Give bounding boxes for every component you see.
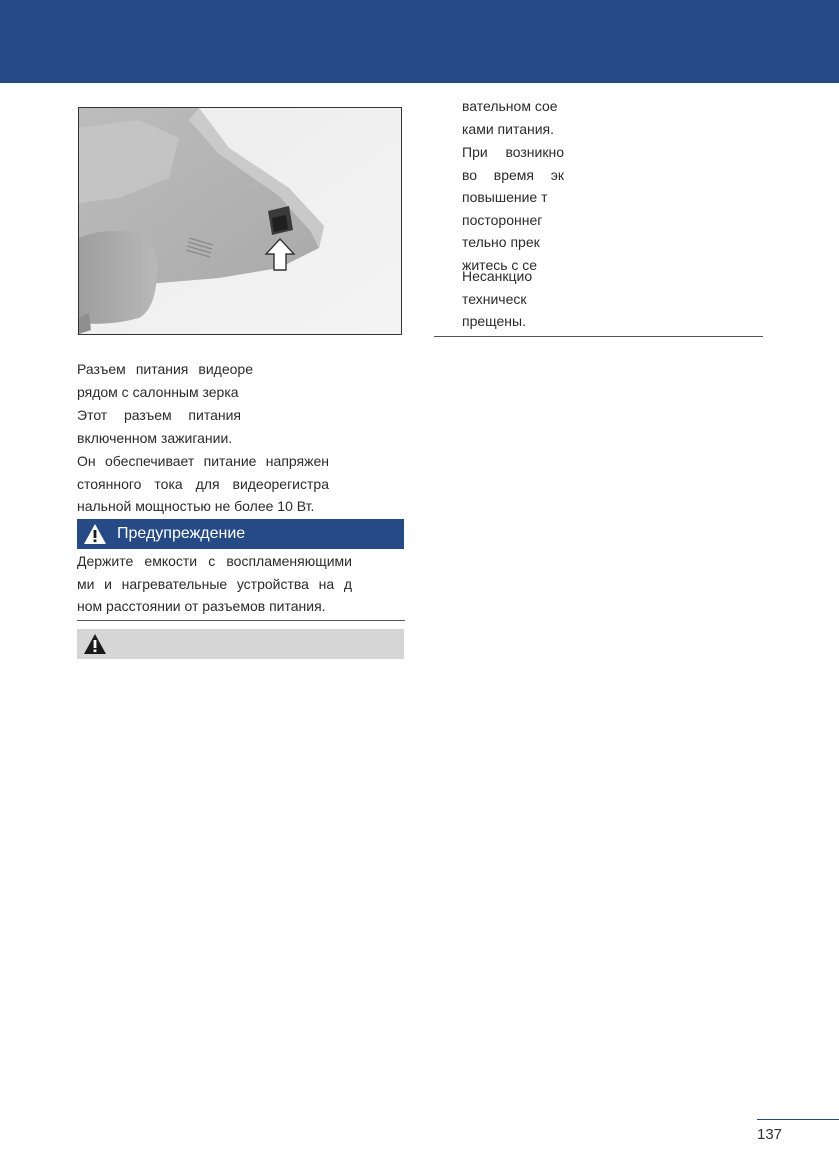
warning-header-secondary bbox=[77, 629, 404, 659]
header-band bbox=[0, 0, 839, 83]
connector-figure bbox=[78, 107, 402, 335]
page-number-rule bbox=[757, 1119, 839, 1120]
divider bbox=[434, 336, 763, 337]
text-line: включенном зажигании. bbox=[77, 429, 233, 446]
text-line: прещены. bbox=[462, 313, 526, 329]
text-line: тельно прек bbox=[462, 234, 540, 250]
warning-triangle-icon bbox=[83, 633, 107, 655]
text-line: Он обеспечивает питание напряжен bbox=[77, 453, 329, 469]
text-line: ном расстоянии от разъемов питания. bbox=[77, 598, 326, 614]
text-line: нальной мощностью не более 10 Вт. bbox=[77, 498, 315, 514]
paragraph-right-2 bbox=[462, 141, 564, 276]
paragraph-right-1 bbox=[462, 95, 572, 140]
page-number: 137 bbox=[757, 1126, 783, 1143]
text-line: вательном сое bbox=[462, 98, 558, 114]
paragraph-connector-location bbox=[77, 358, 253, 403]
warning-header bbox=[77, 519, 404, 549]
paragraph-connector-ignition bbox=[77, 404, 241, 449]
text-line: Этот разъем питания bbox=[77, 407, 241, 423]
text-line: При возникно bbox=[462, 144, 564, 160]
text-line: Держите емкости с воспламеняющими bbox=[77, 553, 352, 569]
warning-triangle-icon bbox=[83, 523, 107, 545]
warning-body bbox=[77, 550, 352, 618]
text-line: во время эк bbox=[462, 166, 564, 183]
paragraph-right-3 bbox=[462, 265, 562, 333]
text-line: ми и нагревательные устройства на д bbox=[77, 575, 352, 592]
text-line: повышение т bbox=[462, 189, 548, 205]
divider bbox=[77, 620, 405, 621]
text-line: житесь с се bbox=[462, 256, 538, 273]
paragraph-connector-power bbox=[77, 450, 329, 518]
text-line: Разъем питания видеоре bbox=[77, 361, 253, 377]
text-line: рядом с салонным зерка bbox=[77, 383, 239, 400]
text-line: Несанкцио bbox=[462, 268, 533, 284]
text-line: стоянного тока для видеорегистра bbox=[77, 475, 329, 492]
text-line: ками питания. bbox=[462, 120, 555, 137]
text-line: постороннег bbox=[462, 211, 543, 228]
text-line: техническ bbox=[462, 290, 527, 307]
warning-title: Предупреждение bbox=[117, 525, 246, 542]
